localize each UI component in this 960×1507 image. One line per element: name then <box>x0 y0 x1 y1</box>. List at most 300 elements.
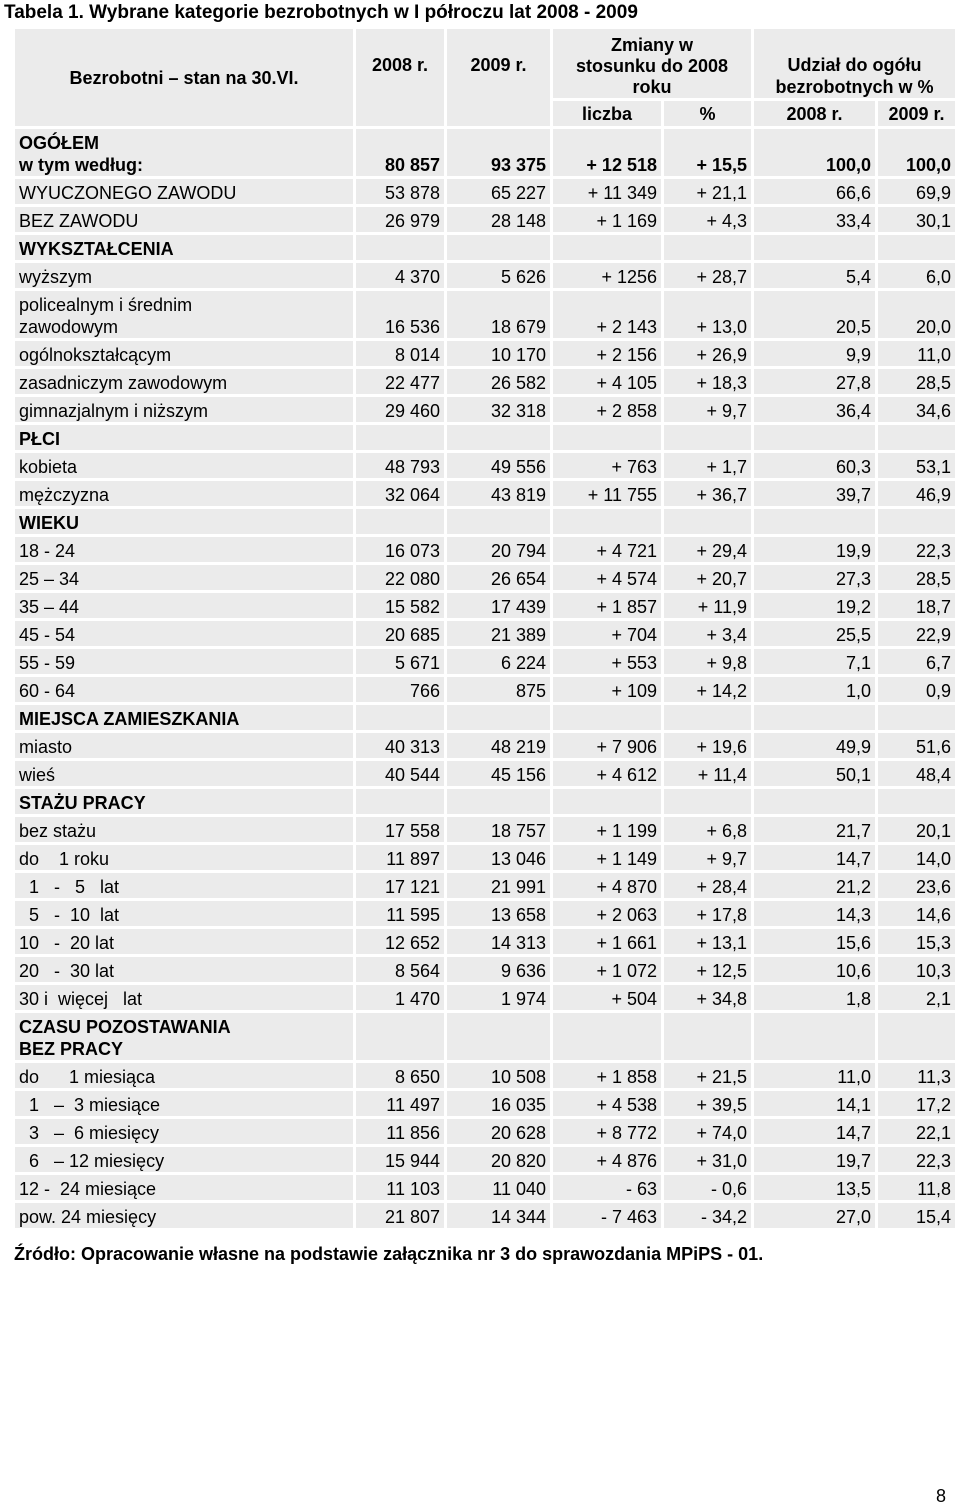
row-label <box>14 452 355 480</box>
share-2009: 46,9 <box>877 480 957 508</box>
row-label <box>14 676 355 704</box>
row-label <box>14 984 355 1012</box>
section-label <box>14 508 355 536</box>
row-label-text: 60 - 64 <box>19 681 76 701</box>
row-label-text: bez stażu <box>19 821 97 841</box>
row-label <box>14 1174 355 1202</box>
share-2009: 15,4 <box>877 1202 957 1230</box>
table-row <box>14 290 957 340</box>
row-label <box>14 900 355 928</box>
change-count <box>552 234 663 262</box>
row-label-text: 6 – 12 miesięcy <box>19 1151 165 1171</box>
value-2009: 13 658 <box>446 900 552 928</box>
share-2008: 9,9 <box>753 340 877 368</box>
value-2008: 21 807 <box>355 1202 446 1230</box>
value-2009: 21 991 <box>446 872 552 900</box>
share-2009: 69,9 <box>877 178 957 206</box>
share-2009: 14,0 <box>877 844 957 872</box>
change-count: + 1 661 <box>552 928 663 956</box>
table-row <box>14 1118 957 1146</box>
change-pct <box>663 1012 753 1062</box>
value-2009: 18 679 <box>446 290 552 340</box>
share-2009: 22,3 <box>877 1146 957 1174</box>
share-2008: 1,8 <box>753 984 877 1012</box>
share-2008 <box>753 234 877 262</box>
header-2008: 2008 r. <box>355 28 446 128</box>
value-2008: 32 064 <box>355 480 446 508</box>
share-2008 <box>753 424 877 452</box>
change-pct: + 21,5 <box>663 1062 753 1090</box>
value-2008: 29 460 <box>355 396 446 424</box>
section-row <box>14 508 957 536</box>
row-label-text: ogólnokształcącym <box>19 345 172 365</box>
row-label <box>14 396 355 424</box>
share-2009: 17,2 <box>877 1090 957 1118</box>
value-2008: 20 685 <box>355 620 446 648</box>
change-pct <box>663 788 753 816</box>
share-2008: 33,4 <box>753 206 877 234</box>
share-2009: 11,0 <box>877 340 957 368</box>
share-2008 <box>753 788 877 816</box>
change-pct: + 20,7 <box>663 564 753 592</box>
change-pct: + 11,9 <box>663 592 753 620</box>
change-count: + 4 876 <box>552 1146 663 1174</box>
change-count: + 4 612 <box>552 760 663 788</box>
value-2008: 11 497 <box>355 1090 446 1118</box>
table-row <box>14 900 957 928</box>
share-2008: 100,0 <box>753 128 877 178</box>
change-pct: + 34,8 <box>663 984 753 1012</box>
value-2009: 875 <box>446 676 552 704</box>
value-2009: 65 227 <box>446 178 552 206</box>
change-pct <box>663 704 753 732</box>
change-pct: + 28,4 <box>663 872 753 900</box>
section-row <box>14 788 957 816</box>
value-2008 <box>355 704 446 732</box>
value-2009 <box>446 788 552 816</box>
share-2009 <box>877 788 957 816</box>
table-row <box>14 262 957 290</box>
share-2009: 11,3 <box>877 1062 957 1090</box>
header-label-col: Bezrobotni – stan na 30.VI. <box>14 28 355 128</box>
share-2009: 14,6 <box>877 900 957 928</box>
value-2009 <box>446 508 552 536</box>
share-2009: 100,0 <box>877 128 957 178</box>
value-2009: 6 224 <box>446 648 552 676</box>
share-2009 <box>877 508 957 536</box>
row-label <box>14 536 355 564</box>
share-2009: 48,4 <box>877 760 957 788</box>
share-2009: 51,6 <box>877 732 957 760</box>
share-2009: 10,3 <box>877 956 957 984</box>
share-2008: 50,1 <box>753 760 877 788</box>
row-label-text: PŁCI <box>19 429 61 449</box>
share-2008: 10,6 <box>753 956 877 984</box>
row-label-text: zasadniczym zawodowym <box>19 373 228 393</box>
row-label-text: STAŻU PRACY <box>19 793 146 813</box>
table-row <box>14 872 957 900</box>
section-label <box>14 424 355 452</box>
row-label <box>14 178 355 206</box>
value-2009: 18 757 <box>446 816 552 844</box>
row-label-text: do 1 miesiąca <box>19 1067 156 1087</box>
table-title: Tabela 1. Wybrane kategorie bezrobotnych w I półroczu lat 2008 - 2009 <box>4 2 638 23</box>
table-row <box>14 984 957 1012</box>
value-2008 <box>355 1012 446 1062</box>
value-2009: 43 819 <box>446 480 552 508</box>
row-label-text: CZASU POZOSTAWANIA <box>19 1017 231 1037</box>
change-count <box>552 508 663 536</box>
table-row <box>14 928 957 956</box>
value-2008: 16 536 <box>355 290 446 340</box>
table-row <box>14 1146 957 1174</box>
value-2009 <box>446 424 552 452</box>
table-row <box>14 648 957 676</box>
change-count: + 1 169 <box>552 206 663 234</box>
value-2008: 11 595 <box>355 900 446 928</box>
row-label-text: 12 - 24 miesiące <box>19 1179 157 1199</box>
share-2009: 20,0 <box>877 290 957 340</box>
section-row <box>14 1012 957 1062</box>
share-2008: 27,8 <box>753 368 877 396</box>
change-count: + 109 <box>552 676 663 704</box>
change-pct: + 6,8 <box>663 816 753 844</box>
change-count: - 63 <box>552 1174 663 1202</box>
change-pct: + 4,3 <box>663 206 753 234</box>
change-pct: + 12,5 <box>663 956 753 984</box>
section-label <box>14 704 355 732</box>
table-row <box>14 844 957 872</box>
table-row <box>14 206 957 234</box>
table-row <box>14 1174 957 1202</box>
header-zmiany: Zmiany w stosunku do 2008 roku <box>552 28 753 100</box>
change-count <box>552 1012 663 1062</box>
share-2008: 21,2 <box>753 872 877 900</box>
value-2008: 16 073 <box>355 536 446 564</box>
change-count: + 4 538 <box>552 1090 663 1118</box>
table-row <box>14 536 957 564</box>
change-pct: + 18,3 <box>663 368 753 396</box>
change-pct: + 1,7 <box>663 452 753 480</box>
value-2009: 1 974 <box>446 984 552 1012</box>
share-2008: 20,5 <box>753 290 877 340</box>
share-2008: 15,6 <box>753 928 877 956</box>
change-count: + 11 755 <box>552 480 663 508</box>
change-pct: + 9,7 <box>663 844 753 872</box>
share-2008: 14,7 <box>753 844 877 872</box>
row-label-text: 3 – 6 miesięcy <box>19 1123 160 1143</box>
change-pct: + 26,9 <box>663 340 753 368</box>
section-label <box>14 788 355 816</box>
share-2009: 20,1 <box>877 816 957 844</box>
share-2009 <box>877 704 957 732</box>
share-2008: 13,5 <box>753 1174 877 1202</box>
row-label-text: do 1 roku <box>19 849 110 869</box>
table-row <box>14 480 957 508</box>
row-label-text: 45 - 54 <box>19 625 76 645</box>
header-udzial: Udział do ogółu bezrobotnych w % <box>753 28 957 100</box>
share-2009: 22,3 <box>877 536 957 564</box>
table-row <box>14 178 957 206</box>
change-pct: + 11,4 <box>663 760 753 788</box>
change-count: + 4 574 <box>552 564 663 592</box>
section-row <box>14 704 957 732</box>
value-2009: 17 439 <box>446 592 552 620</box>
table-row <box>14 1202 957 1230</box>
section-label <box>14 1012 355 1062</box>
row-label <box>14 760 355 788</box>
value-2008: 22 080 <box>355 564 446 592</box>
row-label <box>14 1090 355 1118</box>
change-count: + 4 105 <box>552 368 663 396</box>
change-count: + 504 <box>552 984 663 1012</box>
table-row <box>14 732 957 760</box>
value-2009: 26 654 <box>446 564 552 592</box>
share-2009: 6,7 <box>877 648 957 676</box>
change-pct: + 28,7 <box>663 262 753 290</box>
change-count: + 1 072 <box>552 956 663 984</box>
table-row <box>14 396 957 424</box>
value-2008: 17 558 <box>355 816 446 844</box>
share-2009: 22,9 <box>877 620 957 648</box>
row-label-text: 20 - 30 lat <box>19 961 115 981</box>
value-2008: 12 652 <box>355 928 446 956</box>
change-count: + 4 870 <box>552 872 663 900</box>
share-2009: 28,5 <box>877 564 957 592</box>
share-2008 <box>753 704 877 732</box>
change-pct: + 9,8 <box>663 648 753 676</box>
row-label-text: 55 - 59 <box>19 653 76 673</box>
share-2009: 30,1 <box>877 206 957 234</box>
value-2008: 40 313 <box>355 732 446 760</box>
table-row <box>14 1062 957 1090</box>
row-label-text: 10 - 20 lat <box>19 933 115 953</box>
section-row <box>14 424 957 452</box>
share-2008: 60,3 <box>753 452 877 480</box>
value-2009: 21 389 <box>446 620 552 648</box>
value-2008: 8 564 <box>355 956 446 984</box>
table-row <box>14 452 957 480</box>
row-label <box>14 1146 355 1174</box>
value-2009: 32 318 <box>446 396 552 424</box>
value-2009: 13 046 <box>446 844 552 872</box>
row-label <box>14 262 355 290</box>
row-label-text: miasto <box>19 737 73 757</box>
value-2009: 20 794 <box>446 536 552 564</box>
change-count: + 2 156 <box>552 340 663 368</box>
table-row <box>14 340 957 368</box>
value-2009: 48 219 <box>446 732 552 760</box>
change-pct: + 31,0 <box>663 1146 753 1174</box>
share-2008 <box>753 508 877 536</box>
table-row <box>14 592 957 620</box>
change-count: - 7 463 <box>552 1202 663 1230</box>
value-2009: 14 313 <box>446 928 552 956</box>
change-count: + 1 199 <box>552 816 663 844</box>
change-pct: + 9,7 <box>663 396 753 424</box>
row-label-text: 1 – 3 miesiące <box>19 1095 161 1115</box>
share-2009: 2,1 <box>877 984 957 1012</box>
row-label-text: kobieta <box>19 457 78 477</box>
value-2008: 17 121 <box>355 872 446 900</box>
share-2008: 14,7 <box>753 1118 877 1146</box>
change-count <box>552 788 663 816</box>
share-2008: 19,7 <box>753 1146 877 1174</box>
source-note: Źródło: Opracowanie własne na podstawie załącznika nr 3 do sprawozdania MPiPS - 01. <box>14 1244 764 1264</box>
share-2008: 14,1 <box>753 1090 877 1118</box>
row-label-text: 25 – 34 <box>19 569 80 589</box>
share-2009 <box>877 424 957 452</box>
row-label-text: 18 - 24 <box>19 541 76 561</box>
value-2008: 11 856 <box>355 1118 446 1146</box>
share-2009: 11,8 <box>877 1174 957 1202</box>
row-label-text: pow. 24 miesięcy <box>19 1207 157 1227</box>
share-2008: 27,0 <box>753 1202 877 1230</box>
row-label-text: WYKSZTAŁCENIA <box>19 239 174 259</box>
row-label <box>14 206 355 234</box>
share-2008: 39,7 <box>753 480 877 508</box>
row-label-text: 35 – 44 <box>19 597 80 617</box>
share-2008: 19,2 <box>753 592 877 620</box>
change-count: + 763 <box>552 452 663 480</box>
table-row <box>14 368 957 396</box>
row-label <box>14 592 355 620</box>
change-pct: - 0,6 <box>663 1174 753 1202</box>
header-pct: % <box>663 100 753 128</box>
share-2009: 53,1 <box>877 452 957 480</box>
unemployment-table <box>12 26 958 1231</box>
row-label-text: 30 i więcej lat <box>19 989 143 1009</box>
table-row <box>14 128 957 178</box>
change-pct <box>663 234 753 262</box>
header-udzial-2009: 2009 r. <box>877 100 957 128</box>
change-count: + 8 772 <box>552 1118 663 1146</box>
table-row <box>14 564 957 592</box>
share-2009: 6,0 <box>877 262 957 290</box>
row-label-text: WIEKU <box>19 513 79 533</box>
change-count <box>552 424 663 452</box>
value-2008: 11 897 <box>355 844 446 872</box>
value-2009: 10 170 <box>446 340 552 368</box>
value-2009: 45 156 <box>446 760 552 788</box>
table-row <box>14 760 957 788</box>
table-row <box>14 956 957 984</box>
change-pct: + 17,8 <box>663 900 753 928</box>
change-pct: + 39,5 <box>663 1090 753 1118</box>
value-2009: 16 035 <box>446 1090 552 1118</box>
share-2009: 0,9 <box>877 676 957 704</box>
change-count: + 1 149 <box>552 844 663 872</box>
share-2008: 14,3 <box>753 900 877 928</box>
change-count: + 7 906 <box>552 732 663 760</box>
value-2008: 40 544 <box>355 760 446 788</box>
share-2008: 27,3 <box>753 564 877 592</box>
value-2008: 11 103 <box>355 1174 446 1202</box>
change-pct: + 36,7 <box>663 480 753 508</box>
value-2009: 9 636 <box>446 956 552 984</box>
row-label <box>14 368 355 396</box>
value-2008 <box>355 788 446 816</box>
table-row <box>14 1090 957 1118</box>
change-pct: + 13,0 <box>663 290 753 340</box>
value-2008: 15 944 <box>355 1146 446 1174</box>
share-2008: 25,5 <box>753 620 877 648</box>
row-label-text: 5 - 10 lat <box>19 905 120 925</box>
change-pct: + 19,6 <box>663 732 753 760</box>
value-2008: 15 582 <box>355 592 446 620</box>
share-2009: 22,1 <box>877 1118 957 1146</box>
value-2008 <box>355 234 446 262</box>
row-label <box>14 816 355 844</box>
row-label-text: 1 - 5 lat <box>19 877 120 897</box>
value-2009: 20 628 <box>446 1118 552 1146</box>
table-row <box>14 816 957 844</box>
value-2008: 8 650 <box>355 1062 446 1090</box>
share-2009: 15,3 <box>877 928 957 956</box>
value-2008: 5 671 <box>355 648 446 676</box>
row-label-text-line2: w tym według: <box>19 155 144 175</box>
share-2008: 66,6 <box>753 178 877 206</box>
section-row <box>14 234 957 262</box>
value-2008 <box>355 424 446 452</box>
row-label-text: BEZ ZAWODU <box>19 211 139 231</box>
row-label-text: policealnym i średnim <box>19 295 193 315</box>
row-label-text: wieś <box>19 765 56 785</box>
change-count: + 553 <box>552 648 663 676</box>
share-2008: 7,1 <box>753 648 877 676</box>
row-label <box>14 290 355 340</box>
share-2008: 21,7 <box>753 816 877 844</box>
row-label <box>14 956 355 984</box>
change-pct: + 21,1 <box>663 178 753 206</box>
value-2008: 1 470 <box>355 984 446 1012</box>
change-pct: + 15,5 <box>663 128 753 178</box>
change-count: + 1 858 <box>552 1062 663 1090</box>
row-label <box>14 128 355 178</box>
value-2008: 22 477 <box>355 368 446 396</box>
value-2009: 93 375 <box>446 128 552 178</box>
row-label-text: MIEJSCA ZAMIESZKANIA <box>19 709 240 729</box>
row-label <box>14 648 355 676</box>
share-2009: 23,6 <box>877 872 957 900</box>
value-2009: 49 556 <box>446 452 552 480</box>
change-pct <box>663 424 753 452</box>
share-2008: 11,0 <box>753 1062 877 1090</box>
row-label-text: wyższym <box>19 267 92 287</box>
share-2008: 1,0 <box>753 676 877 704</box>
value-2008: 48 793 <box>355 452 446 480</box>
row-label <box>14 564 355 592</box>
header-2009: 2009 r. <box>446 28 552 128</box>
row-label-text: mężczyzna <box>19 485 110 505</box>
row-label-text: WYUCZONEGO ZAWODU <box>19 183 237 203</box>
value-2009: 14 344 <box>446 1202 552 1230</box>
row-label-text: gimnazjalnym i niższym <box>19 401 209 421</box>
value-2009: 26 582 <box>446 368 552 396</box>
share-2009: 18,7 <box>877 592 957 620</box>
value-2008: 80 857 <box>355 128 446 178</box>
value-2009: 11 040 <box>446 1174 552 1202</box>
row-label <box>14 1118 355 1146</box>
row-label <box>14 732 355 760</box>
table-row <box>14 676 957 704</box>
change-pct: + 29,4 <box>663 536 753 564</box>
change-count: + 704 <box>552 620 663 648</box>
share-2008: 19,9 <box>753 536 877 564</box>
row-label-text: OGÓŁEM <box>19 133 99 153</box>
change-pct: + 13,1 <box>663 928 753 956</box>
value-2008: 26 979 <box>355 206 446 234</box>
